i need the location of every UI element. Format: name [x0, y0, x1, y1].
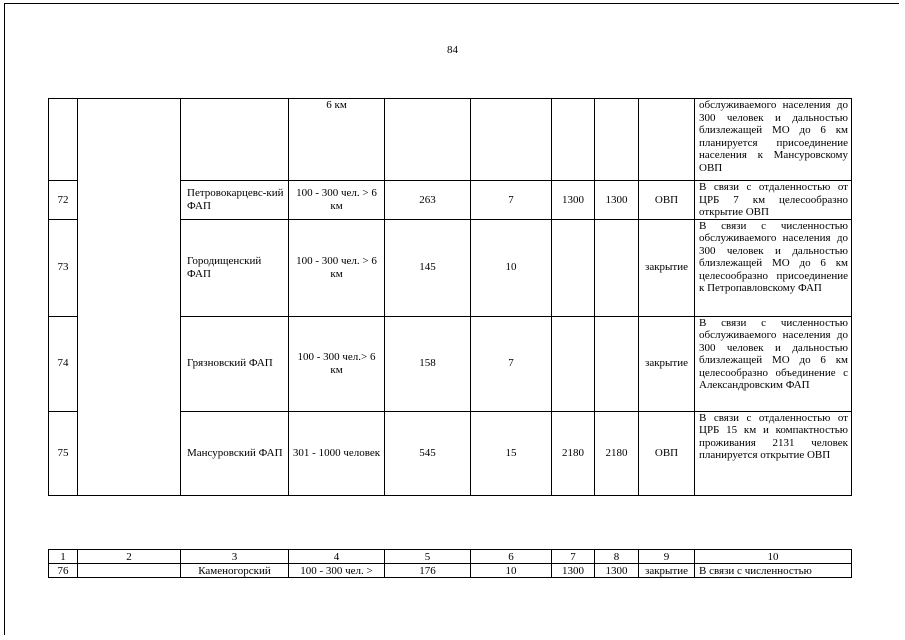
- cell-c6: 10: [471, 219, 552, 316]
- cell-district: [78, 564, 181, 578]
- cell-c6: 7: [471, 181, 552, 220]
- cell-c7: [552, 219, 595, 316]
- column-number-header: 10: [695, 550, 852, 564]
- cell-c8: 1300: [595, 181, 639, 220]
- cell-criterion: 100 - 300 чел. >: [289, 564, 385, 578]
- cell-c5: 145: [385, 219, 471, 316]
- cell-criterion: 301 - 1000 человек: [289, 411, 385, 495]
- cell-c8: [595, 316, 639, 411]
- table-row-continuation: [49, 99, 852, 181]
- cell-c7: 2180: [552, 411, 595, 495]
- cell-c6: 7: [471, 316, 552, 411]
- column-number-header: 5: [385, 550, 471, 564]
- cell-num: 73: [49, 219, 78, 316]
- cell-name: Каменогорский: [181, 564, 289, 578]
- cell-num: 72: [49, 181, 78, 220]
- column-number-header: 9: [639, 550, 695, 564]
- cell-criterion: 6 км: [289, 99, 385, 181]
- cell-note: В связи с отдаленностью от ЦРБ 15 км и компактностью проживания 2131 человек планируется открытие ОВП: [695, 411, 852, 495]
- cell-c7: [552, 99, 595, 181]
- cell-c9: ОВП: [639, 181, 695, 220]
- cell-c5: [385, 99, 471, 181]
- column-number-header: 3: [181, 550, 289, 564]
- cell-note: В связи с численностью обслуживаемого населения до 300 человек и дальностью близлежащей МО до 6 км целесообразно объединение с Александровским ФАП: [695, 316, 852, 411]
- cell-c9: закрытие: [639, 564, 695, 578]
- cell-c5: 158: [385, 316, 471, 411]
- cell-name: Петровокарцевс-кий ФАП: [181, 181, 289, 220]
- cell-name: Городищенский ФАП: [181, 219, 289, 316]
- column-number-header: 6: [471, 550, 552, 564]
- cell-c8: [595, 99, 639, 181]
- cell-name: [181, 99, 289, 181]
- cell-c8: [595, 219, 639, 316]
- column-number-header: 1: [49, 550, 78, 564]
- cell-c6: 15: [471, 411, 552, 495]
- cell-criterion: 100 - 300 чел. > 6 км: [289, 219, 385, 316]
- cell-district: [78, 99, 181, 496]
- cell-c5: 263: [385, 181, 471, 220]
- main-table: [48, 98, 852, 496]
- cell-num: 76: [49, 564, 78, 578]
- column-number-header: 4: [289, 550, 385, 564]
- cell-c9: [639, 99, 695, 181]
- cell-num: 74: [49, 316, 78, 411]
- cell-note: В связи с численностью: [695, 564, 852, 578]
- cell-num: [49, 99, 78, 181]
- cell-note: обслуживаемого населения до 300 человек и дальностью близлежащей МО до 6 км планируется присоединение населения к Мансуровскому ОВП: [695, 99, 852, 181]
- cell-criterion: 100 - 300 чел. > 6 км: [289, 181, 385, 220]
- page-number: 84: [447, 44, 458, 56]
- cell-name: Грязновский ФАП: [181, 316, 289, 411]
- cell-c8: 1300: [595, 564, 639, 578]
- table-row-76: [49, 564, 852, 578]
- cell-c7: 1300: [552, 181, 595, 220]
- next-page-table: [48, 549, 852, 578]
- column-number-header-row: [49, 550, 852, 564]
- cell-note: В связи с отдаленностью от ЦРБ 7 км целесообразно открытие ОВП: [695, 181, 852, 220]
- cell-c6: 10: [471, 564, 552, 578]
- cell-c7: 1300: [552, 564, 595, 578]
- cell-note: В связи с численностью обслуживаемого населения до 300 человек и дальностью близлежащей МО до 6 км целесообразно присоединение к Петропавловскому ФАП: [695, 219, 852, 316]
- cell-c5: 545: [385, 411, 471, 495]
- cell-c9: ОВП: [639, 411, 695, 495]
- column-number-header: 8: [595, 550, 639, 564]
- column-number-header: 7: [552, 550, 595, 564]
- cell-name: Мансуровский ФАП: [181, 411, 289, 495]
- cell-c9: закрытие: [639, 219, 695, 316]
- cell-num: 75: [49, 411, 78, 495]
- cell-c5: 176: [385, 564, 471, 578]
- column-number-header: 2: [78, 550, 181, 564]
- cell-c7: [552, 316, 595, 411]
- cell-criterion: 100 - 300 чел.> 6 км: [289, 316, 385, 411]
- cell-c9: закрытие: [639, 316, 695, 411]
- cell-c8: 2180: [595, 411, 639, 495]
- cell-c6: [471, 99, 552, 181]
